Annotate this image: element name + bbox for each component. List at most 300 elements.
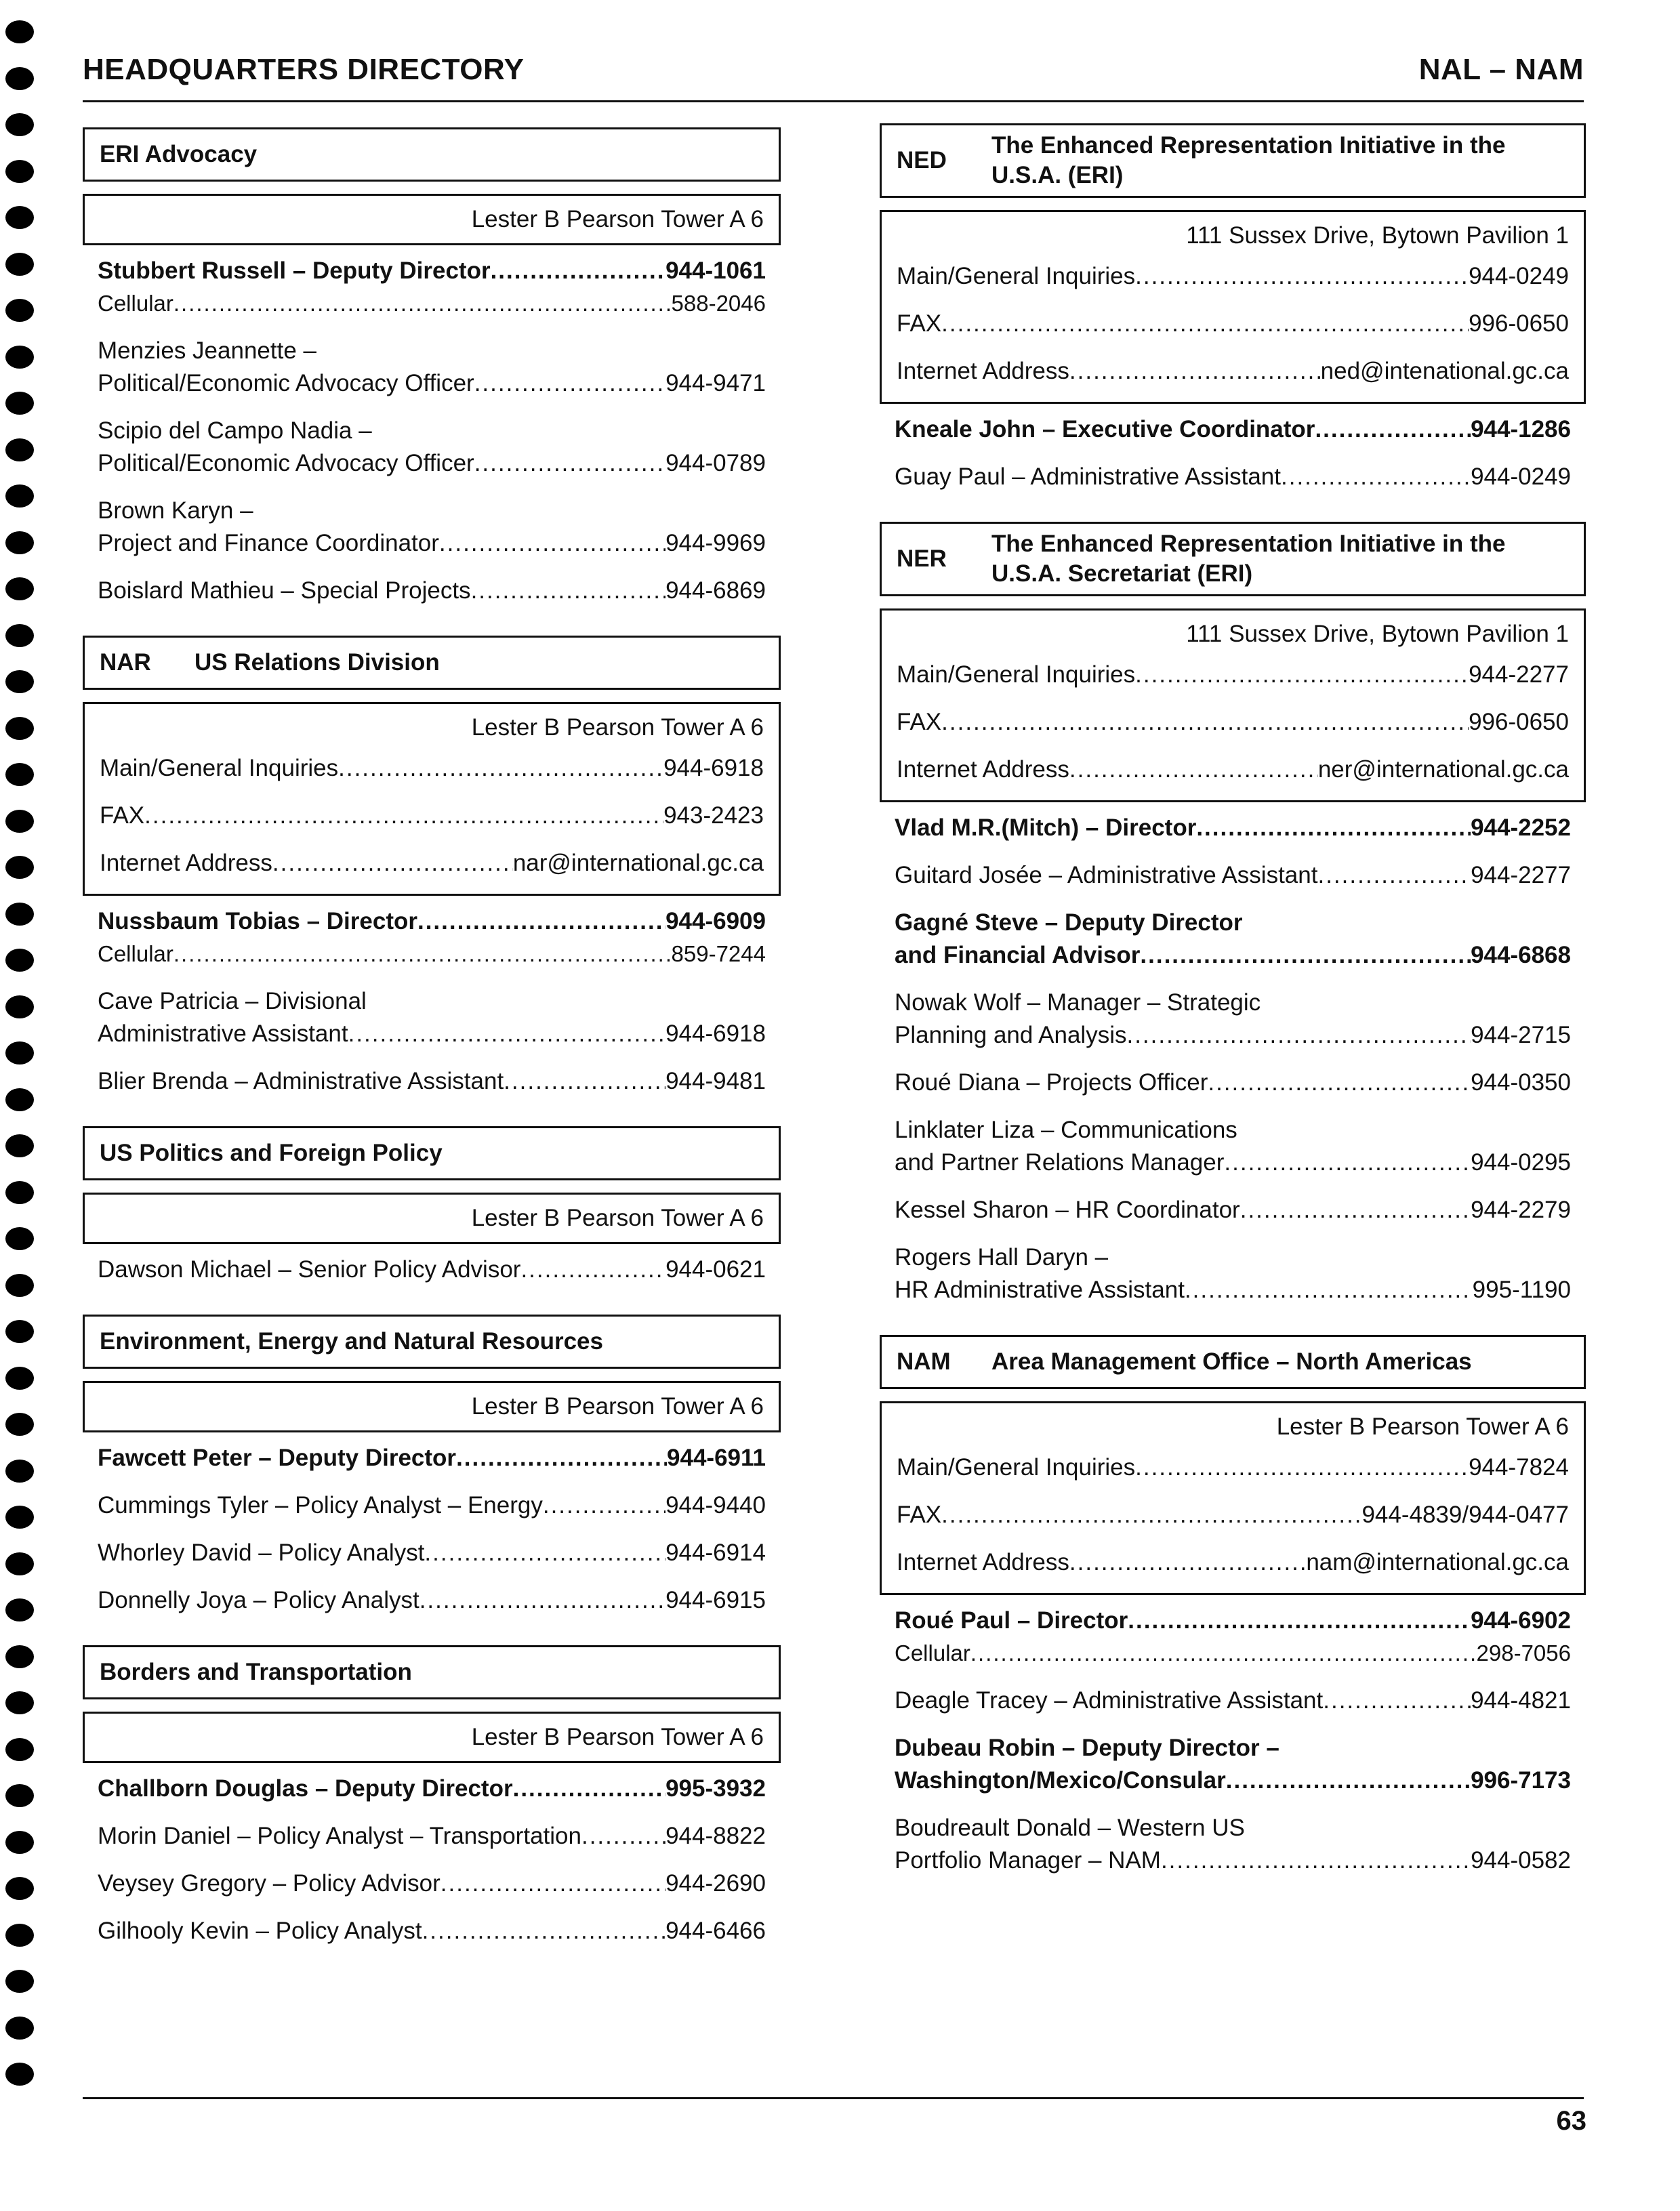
directory-section (880, 1335, 1586, 1877)
location-box (880, 1401, 1586, 1595)
location-address: Lester B Pearson Tower A 6 (471, 714, 764, 741)
binder-hole (5, 1088, 34, 1111)
leader-dots (1135, 651, 1469, 699)
row-value: 944-1286 (1471, 416, 1571, 442)
leader-dots (272, 840, 513, 887)
entry-row (880, 461, 1586, 493)
row-label: FAX (897, 1502, 942, 1528)
row-label: Veysey Gregory – Policy Advisor (98, 1870, 441, 1897)
binder-hole (5, 1831, 34, 1854)
row-label: and Financial Advisor (895, 942, 1141, 968)
leader-dots (1161, 1844, 1471, 1877)
entry-name-line: Linklater Liza – Communications (895, 1117, 1237, 1143)
leader-dots (1069, 348, 1321, 395)
row-value: 944-4839/944-0477 (1361, 1502, 1569, 1528)
binder-hole (5, 1738, 34, 1761)
row-label: Guitard Josée – Administrative Assistant (895, 862, 1318, 888)
row-label: Vlad M.R.(Mitch) – Director (895, 814, 1197, 841)
leader-dots (1196, 812, 1471, 844)
entry-row (880, 1844, 1586, 1877)
entry-row (83, 1489, 781, 1522)
staff-entry (880, 1067, 1586, 1099)
leader-dots (520, 1254, 665, 1286)
entry-row (83, 367, 781, 400)
leader-dots (543, 1489, 665, 1522)
row-label: Internet Address (897, 1549, 1069, 1575)
leader-dots (1315, 413, 1471, 446)
binder-hole (5, 1413, 34, 1436)
binder-hole (5, 1691, 34, 1714)
binder-hole (5, 1367, 34, 1390)
contact-row (100, 792, 764, 840)
row-value: ner@international.gc.ca (1317, 756, 1569, 783)
section-name: US Politics and Foreign Policy (100, 1140, 443, 1166)
entry-row (83, 1065, 781, 1098)
leader-dots (474, 367, 665, 400)
binder-hole (5, 856, 34, 879)
leader-dots (941, 300, 1469, 348)
row-label: Administrative Assistant (98, 1020, 348, 1047)
row-label: Stubbert Russell – Deputy Director (98, 257, 491, 284)
section-title (880, 1335, 1586, 1389)
row-value: 996-7173 (1471, 1767, 1571, 1794)
row-label: Project and Finance Coordinator (98, 530, 439, 556)
staff-entry (83, 1915, 781, 1947)
binder-hole (5, 253, 34, 276)
staff-entry (83, 575, 781, 607)
binder-hole (5, 624, 34, 647)
page-range: NAL – NAM (1418, 53, 1584, 86)
binder-hole (5, 531, 34, 554)
leader-dots (1135, 253, 1469, 300)
staff-entry (880, 1685, 1586, 1717)
leader-dots (441, 1867, 665, 1900)
entry-row (880, 812, 1586, 844)
binder-hole (5, 1877, 34, 1900)
entry-name-line: Gagné Steve – Deputy Director (895, 909, 1243, 936)
section-title (83, 127, 781, 182)
row-label: Boislard Mathieu – Special Projects (98, 577, 471, 604)
row-value: 944-9440 (665, 1492, 766, 1518)
contact-row (897, 253, 1569, 300)
entry-row (880, 939, 1586, 972)
entry-row (880, 1019, 1586, 1052)
binder-hole (5, 1970, 34, 1993)
row-value: 944-2252 (1471, 814, 1571, 841)
entry-row (83, 1537, 781, 1569)
row-value: 944-6466 (665, 1918, 766, 1944)
entry-row (83, 938, 781, 970)
location-box (83, 194, 781, 245)
leader-dots (491, 255, 666, 287)
binder-hole (5, 1598, 34, 1621)
location-box (880, 210, 1586, 404)
leader-dots (1281, 461, 1471, 493)
entry-row (880, 1605, 1586, 1637)
entry-row (83, 287, 781, 320)
row-value: 944-2690 (665, 1870, 766, 1897)
staff-entry (83, 287, 781, 320)
leader-dots (1135, 1444, 1469, 1491)
entry-row (880, 1274, 1586, 1306)
location-address: 111 Sussex Drive, Bytown Pavilion 1 (1186, 621, 1569, 647)
location-address: Lester B Pearson Tower A 6 (1276, 1413, 1569, 1440)
section-name: US Relations Division (194, 649, 440, 676)
row-label: HR Administrative Assistant (895, 1277, 1185, 1303)
leader-dots (1140, 939, 1471, 972)
section-title (83, 1645, 781, 1699)
row-label: Kneale John – Executive Coordinator (895, 416, 1315, 442)
leader-dots (456, 1442, 667, 1474)
section-name: The Enhanced Representation Initiative in the U.S.A. Secretariat (ERI) (991, 531, 1506, 587)
binder-hole (5, 1645, 34, 1668)
row-value: 944-0789 (665, 450, 766, 476)
staff-entry (880, 461, 1586, 493)
leader-dots (144, 792, 663, 840)
entry-name-line: Boudreault Donald – Western US (895, 1815, 1245, 1841)
location-address: 111 Sussex Drive, Bytown Pavilion 1 (1186, 222, 1569, 249)
section-name: Environment, Energy and Natural Resources (100, 1328, 603, 1355)
binder-hole (5, 20, 34, 43)
entry-row (83, 255, 781, 287)
leader-dots (1317, 859, 1471, 892)
row-value: ned@intenational.gc.ca (1320, 358, 1569, 384)
row-value: 944-6868 (1471, 942, 1571, 968)
staff-entry (880, 907, 1586, 972)
staff-entry (83, 495, 781, 560)
entry-row (880, 1194, 1586, 1226)
contact-row (897, 1444, 1569, 1491)
entry-row (83, 1915, 781, 1947)
staff-entry (880, 1812, 1586, 1877)
binder-hole (5, 1274, 34, 1297)
row-label: Main/General Inquiries (100, 755, 339, 781)
row-value: 944-2277 (1469, 661, 1569, 688)
section-code: NED (897, 147, 947, 173)
binder-hole (5, 346, 34, 369)
row-label: Fawcett Peter – Deputy Director (98, 1445, 457, 1471)
leader-dots (1069, 1539, 1306, 1586)
staff-entry (83, 1867, 781, 1900)
row-label: Internet Address (897, 756, 1069, 783)
row-label: Internet Address (100, 850, 272, 876)
row-value: 944-2715 (1471, 1022, 1571, 1048)
row-value: 944-0582 (1471, 1847, 1571, 1874)
binder-hole (5, 1181, 34, 1204)
row-value: 944-6918 (665, 1020, 766, 1047)
binder-hole (5, 1041, 34, 1065)
row-value: 944-9969 (665, 530, 766, 556)
binder-hole (5, 763, 34, 786)
leader-dots (504, 1065, 665, 1098)
row-label: Washington/Mexico/Consular (895, 1767, 1226, 1794)
row-value: 298-7056 (1476, 1640, 1571, 1666)
row-label: Dawson Michael – Senior Policy Advisor (98, 1256, 521, 1283)
staff-entry (83, 415, 781, 480)
directory-section (880, 522, 1586, 1306)
entry-row (83, 1254, 781, 1286)
row-value: 944-1061 (665, 257, 766, 284)
staff-entry (880, 1637, 1586, 1670)
leader-dots (970, 1637, 1477, 1670)
binder-hole (5, 206, 34, 229)
row-label: Planning and Analysis (895, 1022, 1127, 1048)
row-value: 995-1190 (1472, 1277, 1571, 1303)
staff-entry (83, 1065, 781, 1098)
entry-name-line: Cave Patricia – Divisional (98, 988, 367, 1014)
row-label: Kessel Sharon – HR Coordinator (895, 1197, 1240, 1223)
contact-row (100, 840, 764, 887)
entry-row (83, 1018, 781, 1050)
row-value: 944-6914 (665, 1540, 766, 1566)
contact-row (897, 746, 1569, 793)
leader-dots (513, 1773, 665, 1805)
row-value: nam@international.gc.ca (1306, 1549, 1569, 1575)
row-label: Morin Daniel – Policy Analyst – Transportation (98, 1823, 581, 1849)
directory-section (880, 123, 1586, 493)
leader-dots (1240, 1194, 1471, 1226)
binder-hole (5, 577, 34, 600)
leader-dots (1226, 1764, 1471, 1797)
leader-dots (348, 1018, 665, 1050)
section-title (880, 123, 1586, 198)
contact-row (897, 1539, 1569, 1586)
staff-entry (83, 255, 781, 287)
entry-row (83, 527, 781, 560)
row-value: 944-0350 (1471, 1069, 1571, 1096)
binder-hole (5, 949, 34, 972)
directory-section (83, 636, 781, 1098)
row-label: and Partner Relations Manager (895, 1149, 1225, 1176)
staff-entry (83, 938, 781, 970)
row-value: 995-3932 (665, 1775, 766, 1802)
right-column (880, 123, 1586, 1905)
leader-dots (1185, 1274, 1473, 1306)
row-label: Donnelly Joya – Policy Analyst (98, 1587, 419, 1613)
leader-dots (419, 1584, 665, 1617)
leader-dots (1128, 1605, 1471, 1637)
entry-name-line: Nowak Wolf – Manager – Strategic (895, 989, 1261, 1016)
staff-entry (880, 987, 1586, 1052)
row-label: Cellular (98, 941, 173, 966)
row-value: 944-6911 (667, 1445, 766, 1471)
section-name: Area Management Office – North Americas (991, 1348, 1472, 1375)
section-code: NER (897, 545, 947, 572)
row-value: 944-2277 (1471, 862, 1571, 888)
leader-dots (173, 287, 672, 320)
directory-section (83, 127, 781, 607)
leader-dots (581, 1820, 665, 1853)
entry-row (880, 413, 1586, 446)
leader-dots (338, 745, 663, 792)
row-label: Nussbaum Tobias – Director (98, 908, 417, 934)
row-value: 944-6918 (663, 755, 764, 781)
entry-name-line: Scipio del Campo Nadia – (98, 417, 372, 444)
header-rule (83, 100, 1584, 102)
footer-rule (83, 2097, 1584, 2099)
row-value: 944-6909 (665, 908, 766, 934)
binder-hole (5, 1320, 34, 1343)
binder-hole (5, 1227, 34, 1250)
binder-hole (5, 670, 34, 693)
staff-entry (83, 1584, 781, 1617)
leader-dots (1224, 1146, 1471, 1179)
entry-row (880, 859, 1586, 892)
leader-dots (1069, 746, 1318, 793)
leader-dots (417, 905, 665, 938)
leader-dots (941, 699, 1469, 746)
leader-dots (1126, 1019, 1471, 1052)
leader-dots (173, 938, 672, 970)
row-label: Blier Brenda – Administrative Assistant (98, 1068, 504, 1094)
section-name: The Enhanced Representation Initiative in the U.S.A. (ERI) (991, 132, 1506, 188)
section-title (83, 1126, 781, 1180)
entry-row (83, 1773, 781, 1805)
staff-entry (880, 1732, 1586, 1797)
binder-hole (5, 903, 34, 926)
row-value: 944-6915 (665, 1587, 766, 1613)
staff-entry (83, 1254, 781, 1286)
directory-section (83, 1315, 781, 1617)
leader-dots (474, 447, 665, 480)
page-title: HEADQUARTERS DIRECTORY (83, 53, 525, 86)
row-label: Roué Paul – Director (895, 1607, 1128, 1634)
entry-row (83, 1584, 781, 1617)
entry-row (880, 1146, 1586, 1179)
staff-entry (880, 1605, 1586, 1637)
row-label: Political/Economic Advocacy Officer (98, 450, 474, 476)
binder-hole (5, 2063, 34, 2086)
row-label: Main/General Inquiries (897, 263, 1136, 289)
row-value: 944-0621 (665, 1256, 766, 1283)
binder-hole (5, 1506, 34, 1529)
row-label: FAX (897, 709, 942, 735)
row-value: 944-0249 (1471, 463, 1571, 490)
binder-hole (5, 2017, 34, 2040)
section-title (880, 522, 1586, 596)
binder-hole (5, 438, 34, 461)
row-value: 944-9481 (665, 1068, 766, 1094)
staff-entry (880, 812, 1586, 844)
row-label: Cummings Tyler – Policy Analyst – Energy (98, 1492, 543, 1518)
section-name: Borders and Transportation (100, 1659, 412, 1685)
row-label: Cellular (895, 1640, 970, 1666)
row-value: 944-6869 (665, 577, 766, 604)
entry-row (83, 1820, 781, 1853)
binder-hole (5, 484, 34, 508)
binder-hole (5, 1552, 34, 1575)
row-label: Main/General Inquiries (897, 1454, 1136, 1481)
section-code: NAM (897, 1348, 951, 1375)
staff-entry (880, 413, 1586, 446)
location-address: Lester B Pearson Tower A 6 (471, 1393, 764, 1420)
entry-row (880, 1685, 1586, 1717)
row-label: Main/General Inquiries (897, 661, 1136, 688)
contact-row (897, 651, 1569, 699)
staff-entry (880, 859, 1586, 892)
binder-hole (5, 299, 34, 322)
binder-hole (5, 1134, 34, 1157)
binder-hole (5, 392, 34, 415)
row-value: 944-4821 (1471, 1687, 1571, 1714)
location-box (83, 1381, 781, 1432)
row-value: 588-2046 (671, 291, 766, 316)
binder-hole (5, 1924, 34, 1947)
binder-hole (5, 113, 34, 136)
row-value: nar@international.gc.ca (512, 850, 764, 876)
directory-section (83, 1126, 781, 1286)
location-box (83, 1712, 781, 1763)
staff-entry (880, 1194, 1586, 1226)
directory-section (83, 1645, 781, 1947)
binder-hole (5, 717, 34, 740)
section-title (83, 1315, 781, 1369)
section-title (83, 636, 781, 690)
row-label: Guay Paul – Administrative Assistant (895, 463, 1281, 490)
location-address: Lester B Pearson Tower A 6 (471, 206, 764, 232)
entry-row (83, 905, 781, 938)
contact-row (897, 699, 1569, 746)
staff-entry (83, 335, 781, 400)
leader-dots (941, 1491, 1361, 1539)
row-label: Political/Economic Advocacy Officer (98, 370, 474, 396)
row-label: Whorley David – Policy Analyst (98, 1540, 425, 1566)
entry-name-line: Menzies Jeannette – (98, 337, 316, 364)
left-column (83, 127, 781, 1976)
leader-dots (471, 575, 666, 607)
row-value: 996-0650 (1469, 709, 1569, 735)
contact-row (100, 745, 764, 792)
location-box (83, 1193, 781, 1244)
staff-entry (83, 985, 781, 1050)
row-label: Deagle Tracey – Administrative Assistant (895, 1687, 1324, 1714)
row-value: 944-0295 (1471, 1149, 1571, 1176)
section-name: ERI Advocacy (100, 141, 258, 167)
leader-dots (439, 527, 665, 560)
row-label: Portfolio Manager – NAM (895, 1847, 1161, 1874)
binder-hole (5, 67, 34, 90)
entry-row (83, 575, 781, 607)
staff-entry (880, 1241, 1586, 1306)
entry-row (83, 447, 781, 480)
staff-entry (83, 1773, 781, 1805)
entry-name-line: Brown Karyn – (98, 497, 253, 524)
row-label: FAX (100, 802, 145, 829)
entry-row (880, 1637, 1586, 1670)
row-label: FAX (897, 310, 942, 337)
staff-entry (83, 1820, 781, 1853)
section-code: NAR (100, 649, 151, 676)
binder-hole (5, 810, 34, 833)
entry-row (83, 1867, 781, 1900)
entry-name-line: Dubeau Robin – Deputy Director – (895, 1735, 1279, 1761)
location-address: Lester B Pearson Tower A 6 (471, 1724, 764, 1750)
row-value: 996-0650 (1469, 310, 1569, 337)
leader-dots (1208, 1067, 1471, 1099)
location-box (83, 702, 781, 896)
entry-row (83, 1442, 781, 1474)
row-label: Cellular (98, 291, 173, 316)
row-label: Internet Address (897, 358, 1069, 384)
entry-row (880, 1764, 1586, 1797)
row-value: 944-8822 (665, 1823, 766, 1849)
leader-dots (424, 1537, 665, 1569)
leader-dots (1323, 1685, 1471, 1717)
row-label: Roué Diana – Projects Officer (895, 1069, 1208, 1096)
binder-hole (5, 160, 34, 183)
contact-row (897, 300, 1569, 348)
row-value: 944-7824 (1469, 1454, 1569, 1481)
